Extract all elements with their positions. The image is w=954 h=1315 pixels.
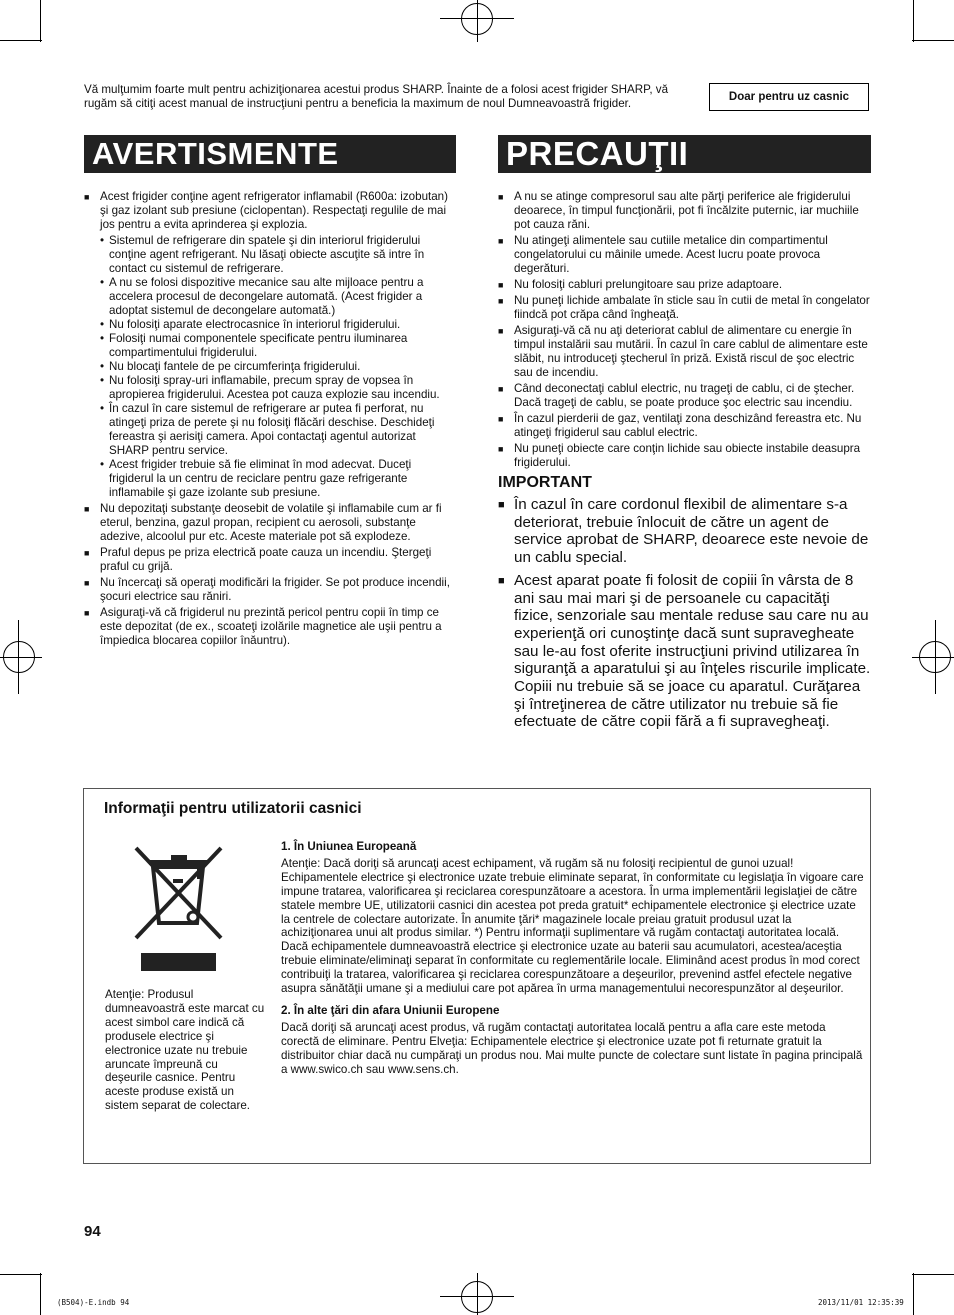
precaution-item: ■ Nu atingeţi alimentele sau cutiile metalice din compartimentul congelatorului cu mâinile umede. Acest lucru poate provoca degerături. bbox=[498, 234, 871, 276]
eu-heading: 1. În Uniunea Europeană bbox=[281, 840, 417, 853]
registration-mark bbox=[912, 657, 954, 658]
warning-item bbox=[84, 190, 456, 500]
registration-mark bbox=[440, 18, 514, 19]
intro-text: Vă mulţumim foarte mult pentru achiziţionarea acestui produs SHARP. Înainte de a folosi acest frigider SHARP, vă rugăm să citiţi acest manual de instrucţiuni pentru a beneficia la maximum de noul Dumneavoastră frigider. bbox=[84, 83, 669, 110]
info-title: Informaţii pentru utilizatorii casnici bbox=[104, 800, 362, 817]
crossed-bin-icon bbox=[131, 843, 226, 973]
precaution-item: ■ Nu puneţi obiecte care conţin lichide sau obiecte instabile deasupra frigiderului. bbox=[498, 442, 871, 470]
important-heading: IMPORTANT bbox=[498, 474, 592, 491]
warning-item: ■ Praful depus pe priza electrică poate cauza un incendiu. Ştergeţi praful cu grijă. bbox=[84, 546, 456, 574]
crop-mark bbox=[912, 40, 954, 41]
household-use-badge: Doar pentru uz casnic bbox=[709, 83, 869, 111]
bin-note: Atenţie: Produsul dumneavoastră este marcat cu acest simbol care indică că produsele electrice şi electronice uzate nu trebuie aruncate împreună cu deşeurile casnice. Pentru aceste produse există un sistem separat de colectare. bbox=[105, 988, 265, 1113]
precaution-item: ■ Nu puneţi lichide ambalate în sticle sau în cutii de metal în congelator fiindcă pot crăpa când îngheaţă. bbox=[498, 294, 871, 322]
eu-paragraph: Atenţie: Dacă doriţi să aruncaţi acest echipament, vă rugăm să nu folosiţi recipientul de gunoi uzual! Echipamentele electrice şi electronice uzate trebuie eliminate separat, în conformitate cu legislaţia în vigoare care impune tratarea, valorificarea şi reciclarea corespunzătoare a acestora. În urma implementării legislaţiei de către statele membre UE, utilizatorii casnici din acestea pot preda gratuit* echipamentele electronice şi electrice uzate la centrele de colectare autorizate. În anumite ţări* magazinele locale preiau gratuit produsul uzat la achiziţionarea unui alt produs similar. *) Pentru informaţii suplimentare vă rugăm contactaţi autoritatea locală. Dacă echipamentele dumneavoastră electrice şi electronice uzate au baterii sau acumulatori, acestea/aceştia trebuie eliminate/eliminaţi separat în conformitate cu reglementările locale. Eliminând acest produs în mod corect contribuiţi la tratarea, valorificarea şi reciclarea corespunzătoare a deşeurilor, prevenind astfel efectele negative asupra sănătăţii umane şi a mediului care pot apărea în urma managementului necorespunzător al deşeurilor. bbox=[281, 856, 864, 996]
precaution-item: ■ A nu se atinge compresorul sau alte părţi periferice ale frigiderului deoarece, în timpul funcţionării, pot fi încălzite puternic, iar muchiile pot cauza răni. bbox=[498, 190, 871, 232]
non-eu-paragraph: Dacă doriţi să aruncaţi acest produs, vă rugăm contactaţi autoritatea locală pentru a afla care este metoda corectă de eliminare. Pentru Elveţia: Echipamentele electrice şi electronice uzate pot fi returnate gratuit la distribuitor chiar dacă nu cumpăraţi un produs nou. Mai multe puncte de colectare sunt listate în pagina principală a www.swico.ch sau www.sens.ch. bbox=[281, 1020, 863, 1076]
warnings-heading: AVERTISMENTE bbox=[84, 135, 456, 173]
warning-subitem: • Nu folosiţi aparate electrocasnice în interiorul frigiderului. bbox=[100, 318, 456, 332]
warnings-list bbox=[84, 190, 456, 648]
precaution-item: ■ În cazul pierderii de gaz, ventilaţi zona deschizând fereastra etc. Nu atingeţi frigiderul sau cablul electric. bbox=[498, 412, 871, 440]
precaution-item: ■ Când deconectaţi cablul electric, nu trageţi de cablu, ci de ştecher. Dacă trageţi de cablu, se poate produce şoc electric sau incendiu. bbox=[498, 382, 871, 410]
crop-mark bbox=[0, 40, 42, 41]
crop-mark bbox=[913, 0, 914, 42]
warning-subitem: • Acest frigider trebuie să fie eliminat în mod adecvat. Duceţi frigiderul la un centru de reciclare pentru gaze refrigerante inflamabile şi gaze izolante sub presiune. bbox=[100, 458, 456, 500]
important-item: ■ În cazul în care cordonul flexibil de alimentare s-a deteriorat, trebuie înlocuit de către un agent de service aprobat de SHARP, deoarece este nevoie de un cablu special. bbox=[498, 496, 871, 567]
crop-mark bbox=[913, 1273, 914, 1315]
page-number: 94 bbox=[84, 1223, 101, 1240]
precautions-heading: PRECAUŢII bbox=[498, 135, 871, 173]
crop-mark bbox=[912, 1274, 954, 1275]
non-eu-heading: 2. În alte ţări din afara Uniunii Europene bbox=[281, 1003, 500, 1017]
warning-text: Acest frigider conţine agent refrigerator inflamabil (R600a: izobutan) şi gaz izolant sub presiune (ciclopentan). Respectaţi regulile de mai jos pentru a evita aprinderea şi explozia. bbox=[100, 190, 448, 231]
warning-item: ■ Nu încercaţi să operaţi modificări la frigider. Se pot produce incendii, şocuri electrice sau răniri. bbox=[84, 576, 456, 604]
warning-subitem: • A nu se folosi dispozitive mecanice sau alte mijloace pentru a accelera procesul de decongelare automată. (Acest frigider a adoptat sistemul de decongelare automată.) bbox=[100, 276, 456, 318]
precautions-list bbox=[498, 190, 871, 470]
warning-item: ■ Nu depozitaţi substanţe deosebit de volatile şi inflamabile cum ar fi eterul, benzina, gazul propan, recipient cu aerosoli, substanţe adezive, alcoolul pur etc. Aceste materiale pot să explodeze. bbox=[84, 502, 456, 544]
precaution-item: ■ Nu folosiţi cabluri prelungitoare sau prize adaptoare. bbox=[498, 278, 871, 292]
warning-subitem: • Nu blocaţi fantele de pe circumferinţa frigiderului. bbox=[100, 360, 456, 374]
precaution-item: ■ Asiguraţi-vă că nu aţi deteriorat cablul de alimentare cu energie în timpul instalării sau mutării. În cazul în care cablul de alimentare este slăbit, nu introduceţi ştecherul în priză. Există riscul de şoc electric sau de incendiu. bbox=[498, 324, 871, 380]
important-list bbox=[498, 496, 871, 731]
registration-mark bbox=[18, 620, 19, 694]
important-section bbox=[498, 496, 871, 731]
precautions-column bbox=[498, 190, 871, 736]
warning-item: ■ Asiguraţi-vă că frigiderul nu prezintă pericol pentru copii în timp ce este depozitat (de ex., scoateţi izolările magnetice ale uşii pentru a împiedica blocarea copiilor înăuntru). bbox=[84, 606, 456, 648]
crop-mark bbox=[40, 0, 41, 42]
warning-subitem: • Nu folosiţi spray-uri inflamabile, precum spray de vopsea în apropierea frigiderului. Acestea pot cauza explozie sau incendiu. bbox=[100, 374, 456, 402]
info-text bbox=[281, 840, 866, 1083]
footer-timestamp: 2013/11/01 12:35:39 bbox=[818, 1298, 904, 1307]
warning-sublist bbox=[100, 234, 456, 500]
registration-mark bbox=[0, 657, 42, 658]
warnings-column bbox=[84, 190, 456, 650]
crop-mark bbox=[40, 1273, 41, 1315]
registration-mark bbox=[477, 1273, 478, 1315]
footer-file-info: (B504)-E.indb 94 bbox=[57, 1298, 130, 1307]
registration-mark bbox=[477, 0, 478, 42]
registration-mark bbox=[935, 620, 936, 694]
important-item: ■ Acest aparat poate fi folosit de copiii în vârsta de 8 ani sau mai mari şi de persoanele cu capacităţi fizice, senzoriale sau mentale reduse sau care nu au experienţă ori cunoştinţe dacă sunt supravegheate sau le-au fost oferite instrucţiuni privind utilizarea în siguranţă a aparatului şi au înţeles riscurile implicate. Copiii nu trebuie să se joace cu aparatul. Curăţarea şi întreţinerea de către utilizator nu trebuie să fie efectuate de către copii fără a fi supravegheaţi. bbox=[498, 572, 871, 731]
warning-subitem: • Sistemul de refrigerare din spatele şi din interiorul frigiderului conţine agent refrigerant. Nu lăsaţi obiecte ascuţite să intre în contact cu sistemul de refrigerare. bbox=[100, 234, 456, 276]
crop-mark bbox=[0, 1274, 42, 1275]
warning-subitem: • Folosiţi numai componentele specificate pentru iluminarea compartimentului frigiderului. bbox=[100, 332, 456, 360]
registration-mark bbox=[440, 1296, 514, 1297]
warning-subitem: • În cazul în care sistemul de refrigerare ar putea fi perforat, nu atingeţi priza de perete şi nu folosiţi flăcări deschise. Deschideţi fereastra şi aerisiţi camera. Apoi contactaţi agentul autorizat SHARP pentru service. bbox=[100, 402, 456, 458]
